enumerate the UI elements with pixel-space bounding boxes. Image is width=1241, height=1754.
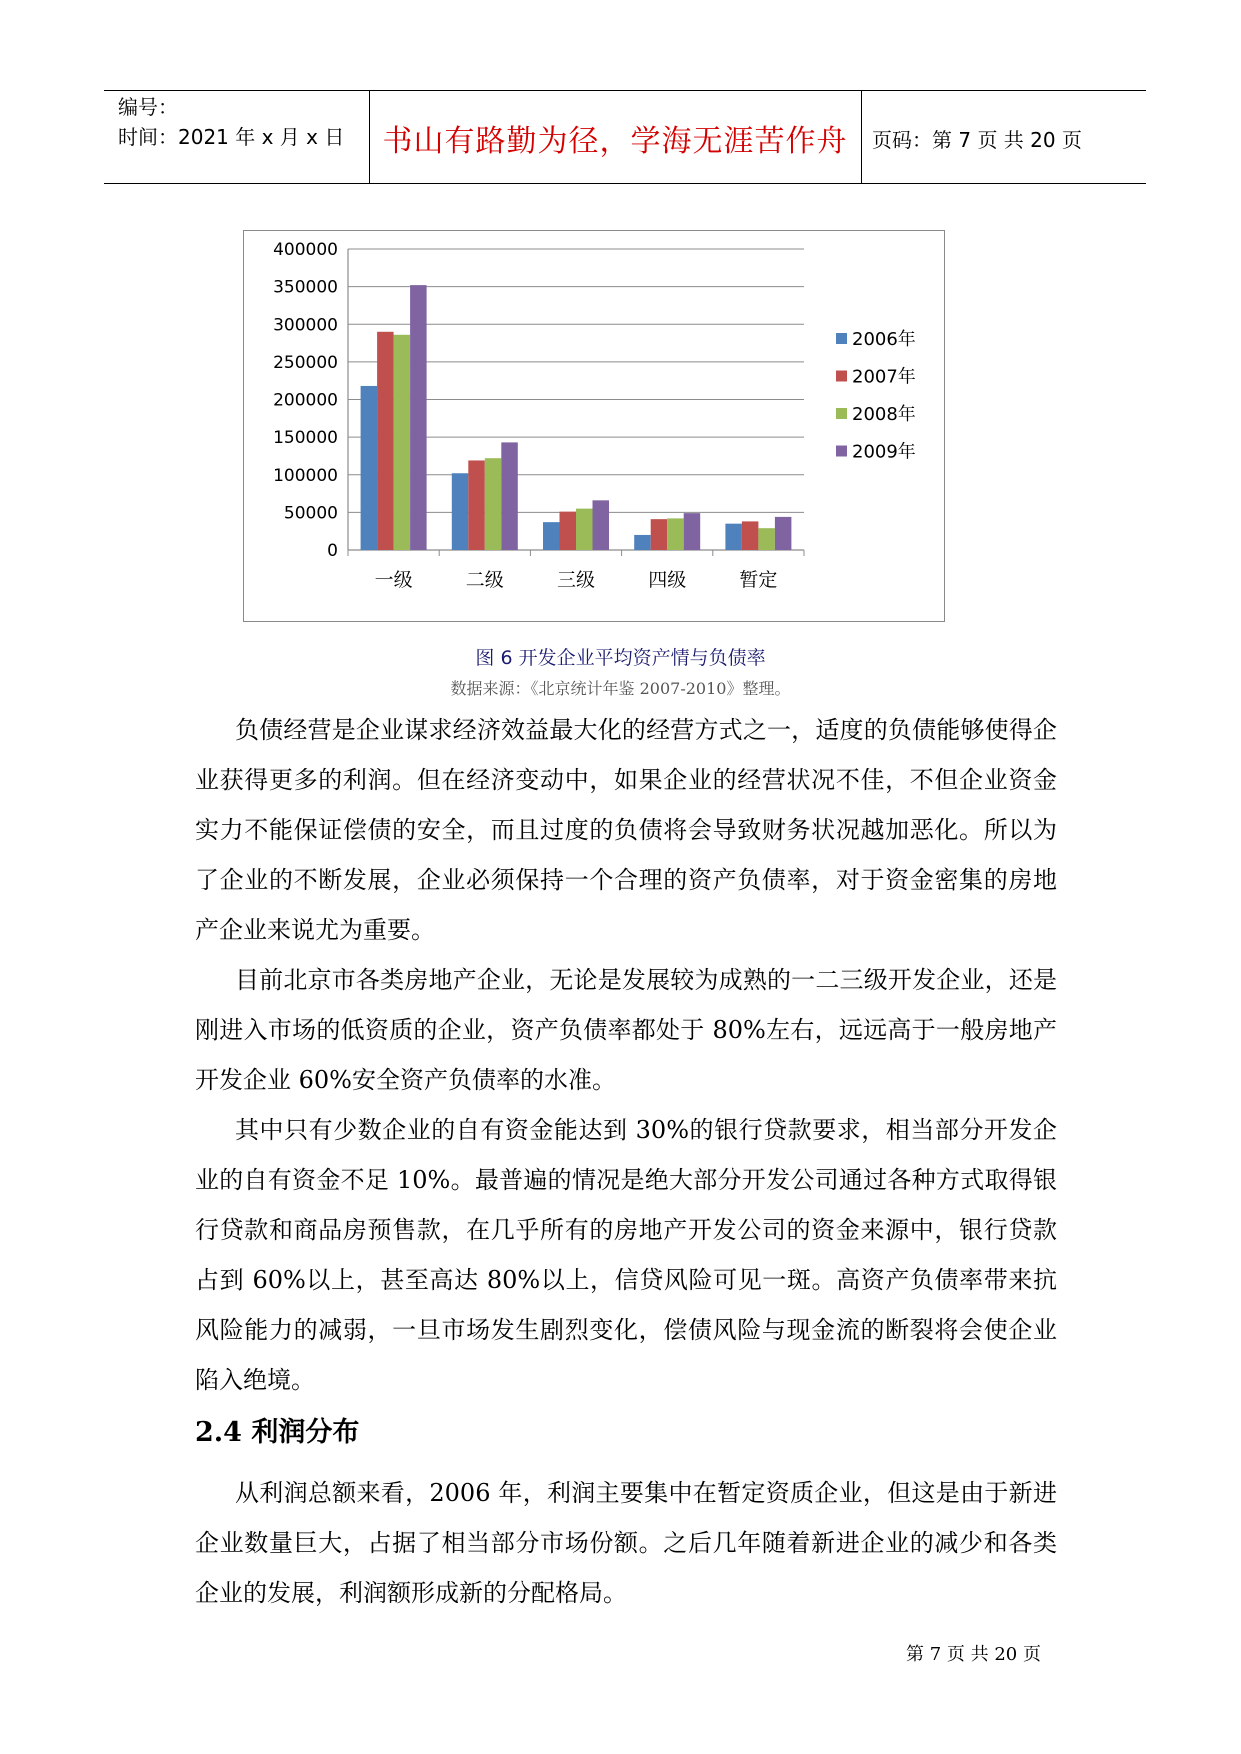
bar-chart [244,231,944,621]
header-info [118,92,344,152]
header-top-rule [104,90,1146,91]
y-tick-label: 100000 [273,465,338,486]
y-tick-label: 150000 [273,428,338,449]
bar [576,509,593,550]
bar [742,521,759,550]
y-tick-label: 0 [327,541,338,561]
legend-swatch [836,333,847,344]
header-divider-right [861,91,862,183]
x-tick-label: 二级 [465,569,504,591]
y-tick-label: 50000 [283,503,338,524]
bar [725,524,742,550]
bar [377,332,394,550]
y-tick-label: 300000 [273,315,338,336]
legend-label: 2006年 [852,329,916,350]
chart-frame [243,230,945,622]
bar [361,386,378,550]
bar [560,512,577,550]
legend-label: 2009年 [852,441,916,463]
header-motto: 书山有路勤为径，学海无涯苦作舟 [382,124,848,159]
bar [651,519,668,550]
header-bottom-rule [104,183,1146,184]
legend-swatch [836,408,847,419]
paragraph-2: 目前北京市各类房地产企业，无论是发展较为成熟的一二三级开发企业，还是刚进入市场的低资质的企业，资产负债率都处于 80%左右，远远高于一般房地产开发企业 60%安全资产负债率的水准。 [195,966,1057,1094]
legend-label: 2008年 [852,404,916,425]
x-tick-label: 一级 [374,569,413,591]
y-tick-label: 400000 [273,240,338,260]
header-page-label: 页码：第 7 页 共 20 页 [872,128,1082,152]
legend-label: 2007年 [852,366,916,388]
x-tick-label: 三级 [556,569,596,591]
bar [485,458,502,550]
bar [543,522,560,550]
bar [593,500,610,550]
bar [634,535,651,550]
paragraph-3: 其中只有少数企业的自有资金能达到 30%的银行贷款要求，相当部分开发企业的自有资金不足 10%。最普遍的情况是绝大部分开发公司通过各种方式取得银行贷款和商品房预售款，在几乎所有的房地产开发公司的资金来源中，银行贷款占到 60%以上，甚至高达 80%以上，信贷风险可见一斑。高资产负债率带来抗风险能力的减弱，一旦市场发生剧烈变化，偿债风险与现金流的断裂将会使企业陷入绝境。 [195,1116,1057,1394]
figure-source: 数据来源：《北京统计年鉴 2007-2010》整理。 [450,679,791,698]
bar [667,518,684,550]
legend-swatch [836,446,847,457]
paragraph-1: 负债经营是企业谋求经济效益最大化的经营方式之一，适度的负债能够使得企业获得更多的利润。但在经济变动中，如果企业的经营状况不佳，不但企业资金实力不能保证偿债的安全，而且过度的负债将会导致财务状况越加恶化。所以为了企业的不断发展，企业必须保持一个合理的资产负债率，对于资金密集的房地产企业来说尤为重要。 [195,716,1057,944]
x-tick-label: 暂定 [739,569,778,591]
section-body [195,1468,1057,1618]
section-heading: 2.4 利润分布 [195,1417,360,1448]
bar [394,335,411,550]
bar [758,528,775,550]
legend-swatch [836,371,847,382]
bar [452,473,469,550]
figure-caption: 图 6 开发企业平均资产情与负债率 [475,647,766,669]
body-text [195,705,1057,1405]
y-tick-label: 350000 [273,277,338,298]
bar [775,517,792,550]
section-paragraph: 从利润总额来看，2006 年，利润主要集中在暂定资质企业，但这是由于新进企业数量巨大，占据了相当部分市场份额。之后几年随着新进企业的减少和各类企业的发展，利润额形成新的分配格局。 [195,1479,1057,1607]
footer-page-label: 第 7 页 共 20 页 [906,1644,1041,1665]
bar [501,442,518,550]
y-tick-label: 200000 [273,390,338,411]
bar [468,460,485,550]
serial-label: 编号： [118,95,178,119]
bar [410,285,427,550]
x-tick-label: 四级 [648,569,687,591]
time-label: 时间：2021 年 x 月 x 日 [118,125,345,149]
y-tick-label: 250000 [273,352,338,373]
bar [684,513,701,550]
